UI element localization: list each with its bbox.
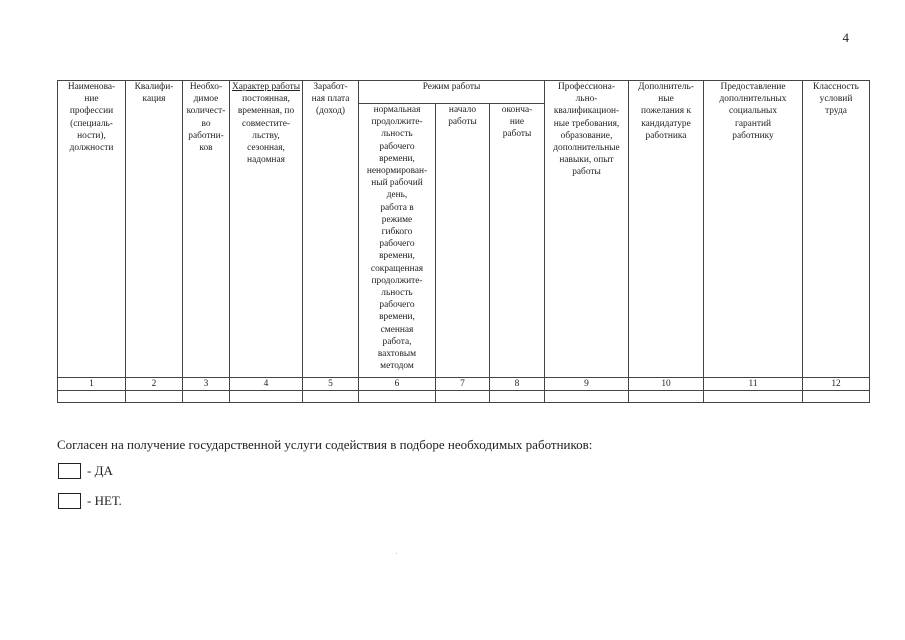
- column-number: 2: [126, 378, 183, 391]
- data-cell[interactable]: [704, 391, 803, 403]
- header-profession: [58, 81, 126, 378]
- header-qualification: [126, 81, 183, 378]
- data-cell[interactable]: [303, 391, 359, 403]
- data-entry-row: [58, 391, 870, 403]
- header-work-character-title: Характер работы: [231, 82, 301, 92]
- header-text-line: (доход): [316, 106, 345, 117]
- header-text-line: надомная: [247, 155, 285, 166]
- header-text-line: гарантий: [734, 118, 771, 129]
- header-work-time-mode: [359, 104, 436, 378]
- header-text-line: работы: [448, 117, 477, 128]
- header-text-line: льно-: [575, 94, 598, 105]
- header-text-line: времени,: [379, 153, 415, 164]
- yes-checkbox[interactable]: [58, 463, 81, 479]
- header-text-line: Квалифи-: [134, 82, 174, 92]
- data-cell[interactable]: [230, 391, 303, 403]
- header-additional-wishes: [629, 81, 704, 378]
- header-text-line: количест-: [186, 106, 226, 117]
- header-text-line: кандидатуре: [641, 118, 691, 129]
- header-text-line: совместите-: [241, 118, 291, 129]
- header-text-line: вахтовым: [377, 349, 417, 360]
- column-number: 11: [704, 378, 803, 391]
- column-number: 6: [359, 378, 436, 391]
- column-number: 9: [545, 378, 629, 391]
- header-text-line: день,: [386, 190, 408, 201]
- header-text-line: дополнительные: [553, 143, 620, 154]
- data-cell[interactable]: [629, 391, 704, 403]
- data-cell[interactable]: [803, 391, 870, 403]
- data-cell[interactable]: [183, 391, 230, 403]
- header-text-line: должности: [69, 143, 114, 154]
- header-work-conditions-class: [803, 81, 870, 378]
- header-text-line: пожелания к: [640, 106, 692, 117]
- header-text-line: сезонная,: [247, 143, 285, 154]
- header-text-line: Дополнитель-: [638, 82, 694, 92]
- column-number-row: [58, 378, 870, 391]
- header-work-character: [230, 81, 303, 378]
- header-text-line: навыки, опыт: [559, 155, 614, 166]
- vacancy-table: [57, 80, 870, 403]
- consent-statement: Согласен на получение государственной услуги содействия в подборе необходимых работников:: [57, 437, 593, 452]
- header-text-line: ние: [509, 117, 525, 128]
- header-text-line: рабочего: [379, 141, 415, 152]
- header-text-line: режиме: [381, 214, 413, 225]
- consent-yes-option: [58, 463, 113, 479]
- header-text-line: Заработ-: [313, 82, 348, 92]
- header-text-line: ные: [658, 94, 674, 105]
- header-text-line: квалификацион-: [553, 106, 620, 117]
- header-text-line: образование,: [560, 130, 613, 141]
- header-text-line: работа в: [380, 202, 414, 213]
- header-text-line: во: [201, 118, 211, 129]
- header-text-line: (специаль-: [70, 118, 113, 129]
- data-cell[interactable]: [359, 391, 436, 403]
- header-text-line: рабочего: [379, 300, 415, 311]
- data-cell[interactable]: [490, 391, 545, 403]
- header-text-line: работы: [572, 167, 601, 178]
- header-text-line: димое: [193, 94, 219, 105]
- header-text-line: ненормирован-: [366, 166, 428, 177]
- header-text-line: гибкого: [381, 227, 413, 238]
- header-text-line: оконча-: [501, 105, 533, 115]
- header-text-line: рабочего: [379, 239, 415, 250]
- header-text-line: Классность: [813, 82, 859, 92]
- column-number: 12: [803, 378, 870, 391]
- header-work-end: [490, 104, 545, 378]
- header-text-line: работника: [645, 130, 687, 141]
- header-text-line: работнику: [732, 130, 774, 141]
- header-text-line: работа,: [382, 336, 412, 347]
- header-text-line: кация: [142, 94, 166, 105]
- header-text-line: ние: [84, 94, 99, 105]
- header-text-line: начало: [448, 105, 477, 115]
- header-text-line: ные требования,: [553, 118, 620, 129]
- header-text-line: льству,: [252, 130, 280, 141]
- header-text-line: труда: [825, 106, 847, 117]
- header-text-line: льность: [381, 288, 413, 299]
- header-text-line: продолжите-: [371, 117, 423, 128]
- column-number: 4: [230, 378, 303, 391]
- column-number: 1: [58, 378, 126, 391]
- header-work-character-types: [231, 93, 301, 166]
- header-work-start: [436, 104, 490, 378]
- header-text-line: дополнительных: [719, 94, 787, 105]
- header-text-line: ный рабочий: [371, 178, 423, 189]
- header-text-line: ная плата: [311, 94, 350, 105]
- column-number: 8: [490, 378, 545, 391]
- header-text-line: времени,: [379, 251, 415, 262]
- header-text-line: ности),: [77, 130, 106, 141]
- page-number: 4: [842, 30, 849, 45]
- header-text-line: методом: [380, 361, 414, 372]
- header-text-line: продолжите-: [371, 275, 423, 286]
- header-text-line: постоянная,: [242, 94, 290, 105]
- data-cell[interactable]: [126, 391, 183, 403]
- header-text-line: сокращенная: [370, 263, 424, 274]
- column-number: 10: [629, 378, 704, 391]
- header-text-line: ков: [199, 143, 213, 154]
- header-text-line: работни-: [188, 130, 224, 141]
- header-text-line: условий: [819, 94, 853, 105]
- column-number: 3: [183, 378, 230, 391]
- header-text-line: профессии: [69, 106, 114, 117]
- header-text-line: Необхо-: [189, 82, 223, 92]
- header-text-line: социальных: [728, 106, 778, 117]
- header-social-guarantees: [704, 81, 803, 378]
- no-checkbox[interactable]: [58, 493, 81, 509]
- column-number: 5: [303, 378, 359, 391]
- header-text-line: нормальная: [373, 105, 421, 115]
- scan-speck: [396, 553, 397, 554]
- header-text-line: времени,: [379, 312, 415, 323]
- data-cell[interactable]: [58, 391, 126, 403]
- yes-label: - ДА: [87, 463, 113, 478]
- consent-no-option: [58, 493, 122, 509]
- no-label: - НЕТ.: [87, 493, 122, 508]
- header-work-schedule-group: Режим работы: [359, 81, 545, 104]
- header-text-line: сменная: [380, 324, 414, 335]
- header-text-line: льность: [381, 129, 413, 140]
- header-text-line: работы: [502, 129, 532, 140]
- header-text-line: Профессиона-: [558, 82, 615, 92]
- column-number: 7: [436, 378, 490, 391]
- header-salary: [303, 81, 359, 378]
- header-text-line: временная, по: [237, 106, 295, 117]
- header-text-line: Наименова-: [67, 82, 116, 92]
- header-required-count: [183, 81, 230, 378]
- header-professional-requirements: [545, 81, 629, 378]
- data-cell[interactable]: [545, 391, 629, 403]
- header-text-line: Предоставление: [720, 82, 786, 92]
- data-cell[interactable]: [436, 391, 490, 403]
